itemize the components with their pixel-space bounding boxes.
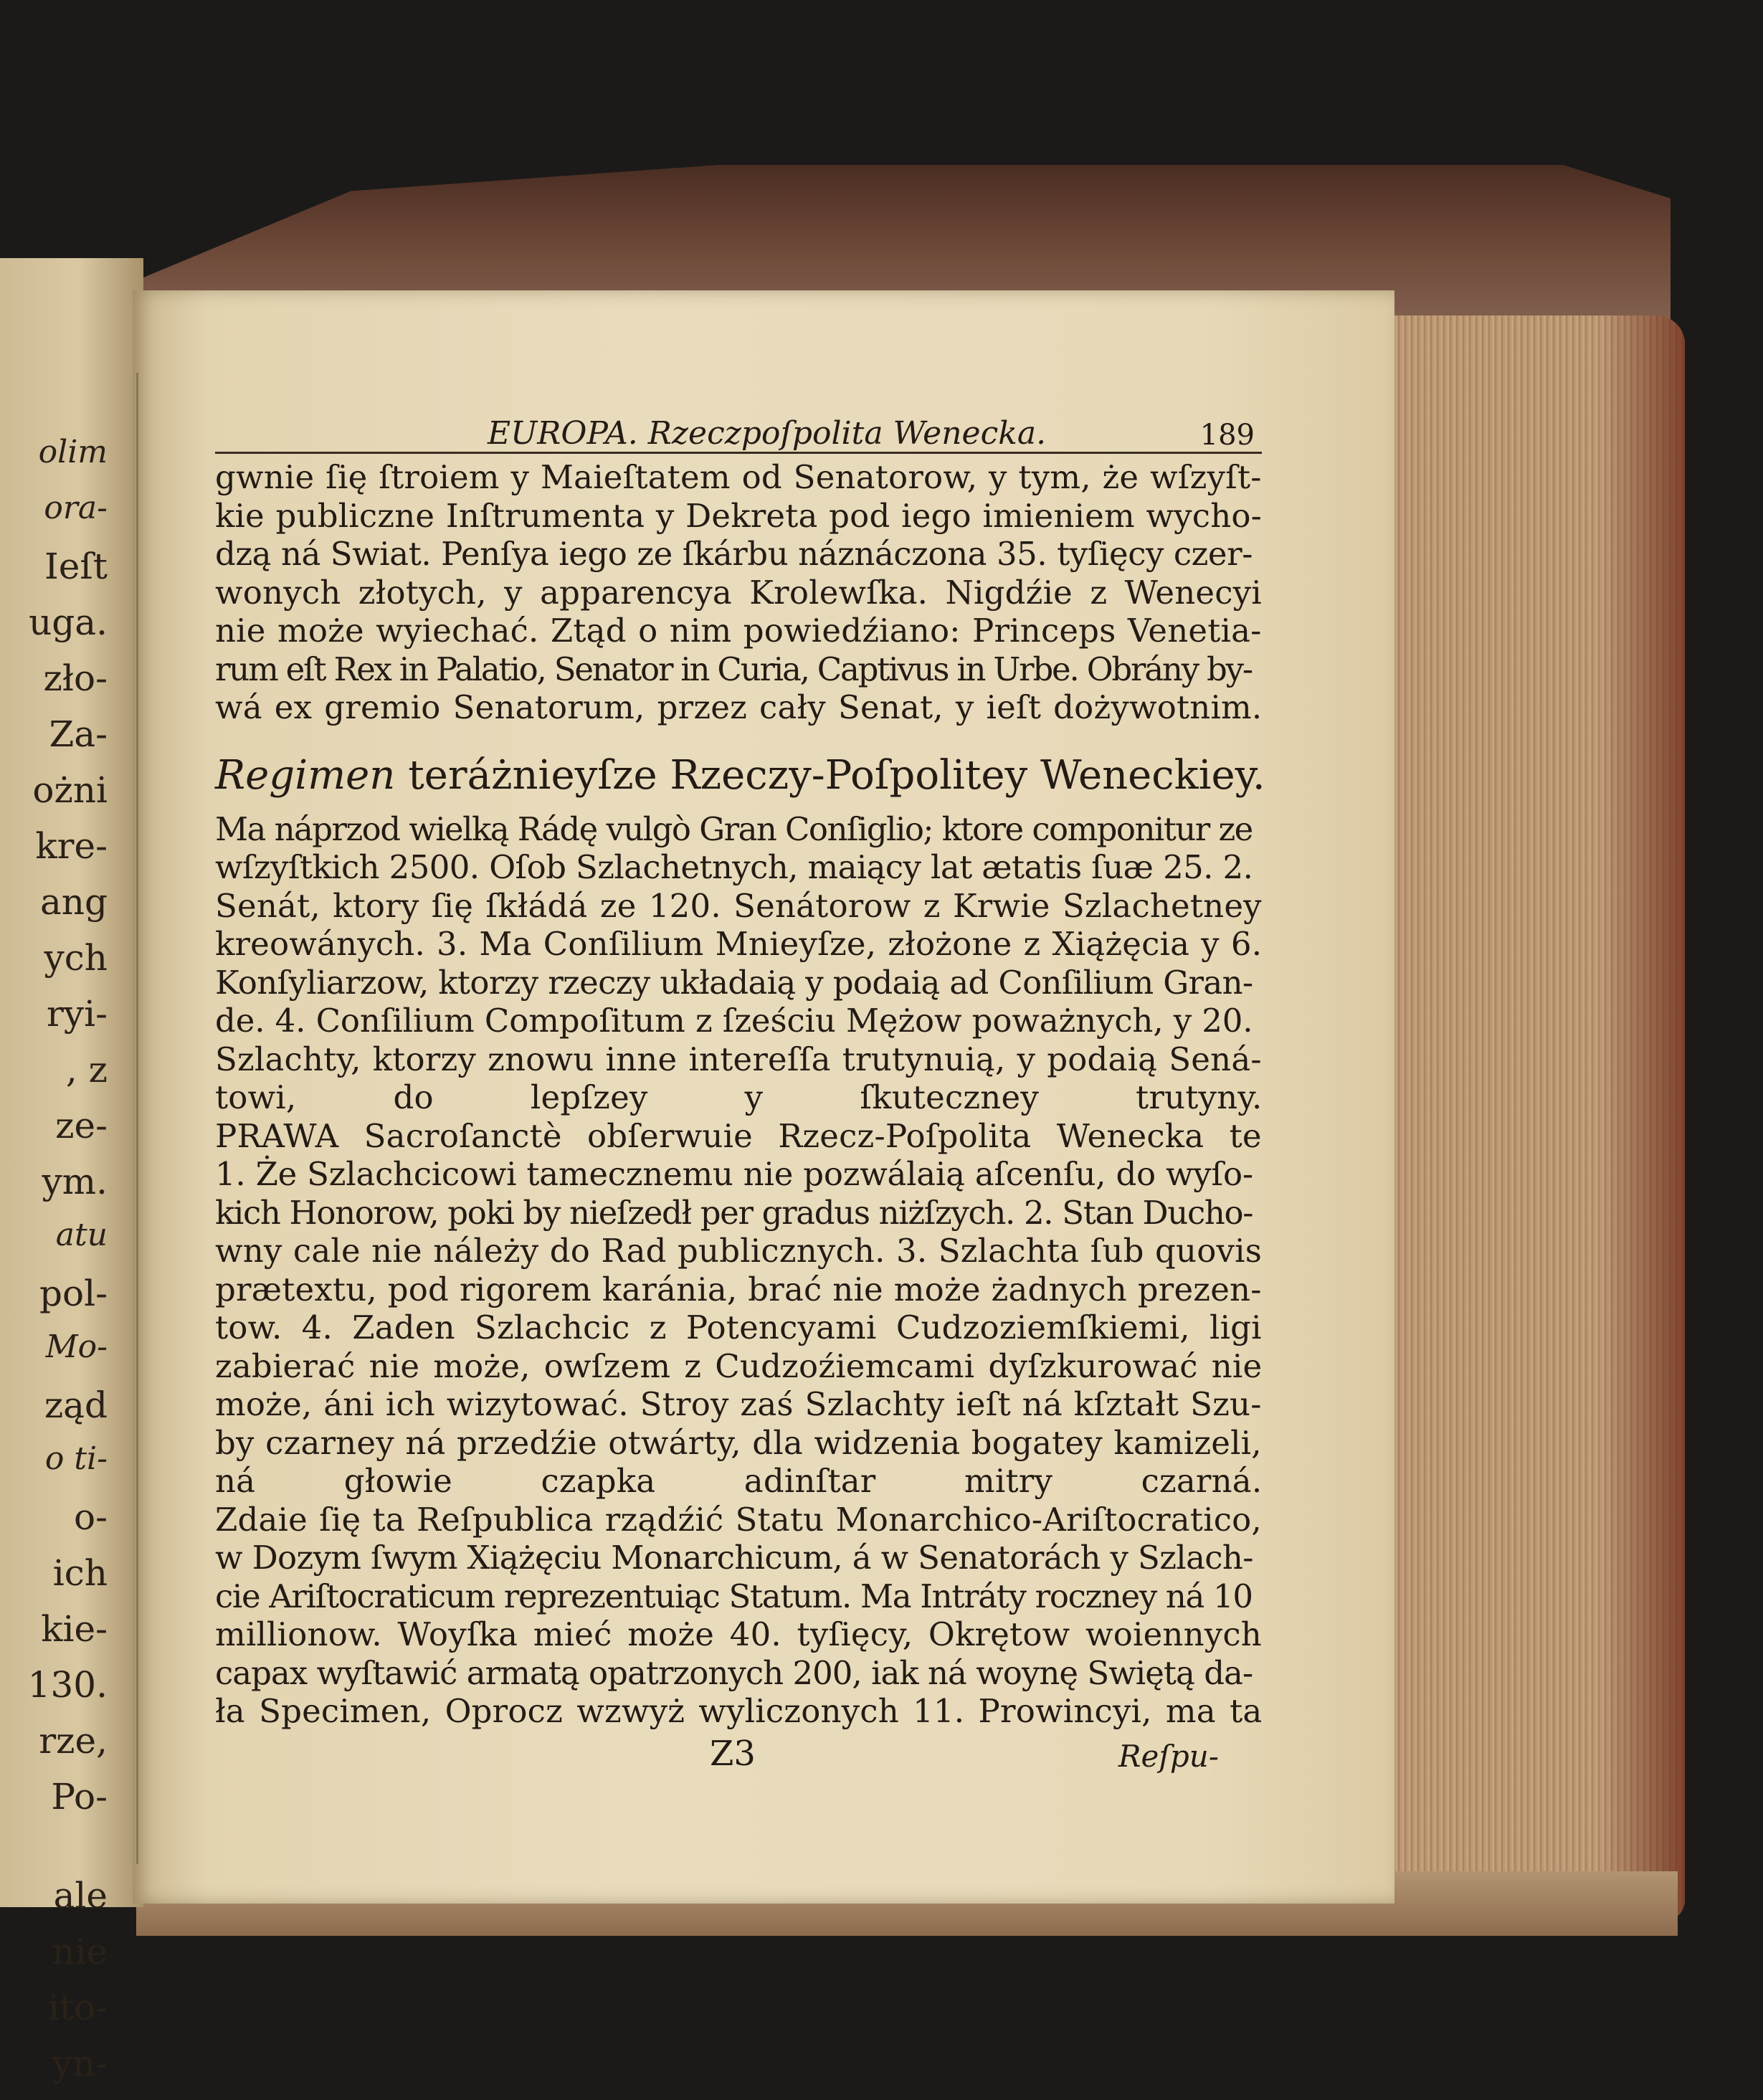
text-line: może, áni ich wizytować. Stroy zaś Szlachty ieſt ná kſztałt Szu- <box>215 1385 1262 1423</box>
text-line: 1. Że Szlachcicowi tamecznemu nie pozwálaią aſcenſu, do wyſo- <box>215 1155 1253 1193</box>
text-line: by czarney ná przedźie otwárty, dla widzenia bogatey kamizeli, <box>215 1423 1262 1462</box>
text-line: capax wyſtawić armatą opatrzonych 200, iak ná woynę Swiętą da- <box>215 1653 1253 1692</box>
text-line: millionow. Woyſka mieć może 40. tyſięcy, Okrętow woiennych <box>215 1615 1262 1653</box>
text-line: de. 4. Conſilium Compoſitum z ſześciu Mężow poważnych, y 20. <box>215 1002 1253 1040</box>
left-page-fragment: atu <box>55 1217 108 1253</box>
signature-mark: Z3 <box>710 1733 756 1774</box>
left-page-fragment: zło- <box>43 657 108 699</box>
left-page-fragment: yn- <box>52 2043 108 2084</box>
text-line: dzą ná Swiat. Penſya iego ze ſkárbu náznáczona 35. tyſięcy czer- <box>215 535 1253 573</box>
left-facing-page <box>0 258 143 2084</box>
left-page-fragment: Mo- <box>45 1329 108 1365</box>
text-line: Konſyliarzow, ktorzy rzeczy układaią y podaią ad Conſilium Gran- <box>215 963 1253 1002</box>
text-line: nie może wyiechać. Ztąd o nim powiedźiano: Princeps Venetia- <box>215 612 1262 650</box>
text-line: PRAWA Sacroſanctè obſerwuie Rzecz-Poſpolita Wenecka te <box>215 1116 1262 1155</box>
paragraph-2 <box>215 810 1262 1117</box>
text-line: rum eſt Rex in Palatio, Senator in Curia, Captivus in Urbe. Obrány by- <box>215 650 1252 688</box>
left-page-fragment: olim <box>38 434 108 470</box>
page-footer <box>215 1734 1262 1774</box>
left-page-fragment: pol- <box>39 1273 108 1314</box>
text-line: wny cale nie náleży do Rad publicznych. 3. Szlachta ſub quovis <box>215 1232 1263 1270</box>
text-line: wá ex gremio Senatorum, przez cały Senat, y ieſt dożywotnim. <box>215 688 1263 726</box>
gutter-shadow <box>136 373 138 1864</box>
text-line: kich Honorow, poki by nieſzedł per gradus niżſzych. 2. Stan Ducho- <box>215 1193 1253 1232</box>
left-page-fragment: uga. <box>29 602 108 643</box>
text-line: w Dozym ſwym Xiążęciu Monarchicum, á w Senatorách y Szlach- <box>215 1539 1253 1577</box>
left-page-fragment: rze, <box>39 1720 108 1762</box>
left-page-fragment: 130. <box>27 1664 108 1706</box>
header-rule <box>215 452 1262 454</box>
text-line: prætextu, pod rigorem karánia, brać nie może żadnych prezen- <box>215 1270 1262 1308</box>
running-head-title: EUROPA. Rzeczpoſpolita Wenecka. <box>488 415 1047 452</box>
left-page-fragment: ożni <box>32 769 108 811</box>
left-page-fragment: o ti- <box>44 1440 108 1477</box>
text-line: Zdaie ſię ta Reſpublica rządźić Statu Monarchico-Ariſtocratico, <box>215 1500 1262 1539</box>
left-page-fragment: ryi- <box>46 993 108 1035</box>
text-line: ná głowie czapka adinſtar mitry czarná. <box>215 1462 1263 1500</box>
text-line: tow. 4. Zaden Szlachcic z Potencyami Cudzoziemſkiemi, ligi <box>215 1308 1262 1346</box>
text-line: wonych złotych, y apparencya Krolewſka. Nigdźie z Wenecyi <box>215 573 1262 612</box>
paragraph-3 <box>215 1117 1262 1501</box>
text-line: ła Specimen, Oprocz wzwyż wyliczonych 11. Prowincyi, ma ta <box>215 1692 1263 1730</box>
left-page-fragment: ang <box>39 881 108 923</box>
text-line: Szlachty, ktorzy znowu inne intereſſa trutynuią, y podaią Sená- <box>215 1040 1262 1078</box>
left-page-fragment: kre- <box>35 825 108 867</box>
text-line: kreowánych. 3. Ma Conſilium Mnieyſze, złożone z Xiążęcia y 6. <box>215 925 1263 963</box>
paragraph-4 <box>215 1501 1262 1731</box>
section-heading-text: teráżnieyſze Rzeczy-Poſpolitey Weneckiey. <box>408 751 1265 799</box>
left-page-fragment: ząd <box>44 1384 108 1426</box>
left-page-fragment: o- <box>74 1496 108 1538</box>
left-page-fragment: ich <box>52 1552 108 1594</box>
book-fore-edge <box>1362 315 1685 1921</box>
text-line: zabierać nie może, owſzem z Cudzoźiemcami dyſzkurować nie <box>215 1346 1263 1385</box>
left-page-fragment: Ieſt <box>44 546 108 587</box>
section-heading <box>215 747 1265 804</box>
text-line: towi, do lepſzey y ſkuteczney trutyny. <box>215 1078 1263 1116</box>
left-page-fragment: nie <box>52 1931 108 1972</box>
page-text-block <box>215 402 1265 1774</box>
left-page-fragment: Po- <box>51 1776 108 1818</box>
left-page-fragment: ym. <box>42 1161 108 1202</box>
page-number: 189 <box>1199 419 1255 452</box>
left-page-fragment: ale <box>53 1875 108 1916</box>
left-page-fragment: kie- <box>41 1608 108 1650</box>
left-page-fragment: ito- <box>47 1987 108 2028</box>
left-page-fragment: ora- <box>44 490 108 526</box>
paragraph-1 <box>215 458 1262 727</box>
text-line: gwnie ſię ſtroiem y Maieſtatem od Senatorow, y tym, że wſzyſt- <box>215 458 1262 496</box>
text-line: Ma náprzod wielką Rádę vulgò Gran Conſiglio; ktore componitur ze <box>215 809 1253 848</box>
left-page-fragment: , z <box>65 1049 108 1091</box>
text-line: cie Ariſtocraticum reprezentuiąc Statum. Ma Intráty roczney ná 10 <box>215 1577 1253 1615</box>
section-heading-italic: Regimen <box>215 751 396 799</box>
left-page-fragment: ych <box>44 937 108 979</box>
left-page-fragment: ze- <box>55 1105 108 1146</box>
catchword: Reſpu- <box>1118 1738 1219 1774</box>
running-head <box>215 402 1262 452</box>
text-line: kie publiczne Inſtrumenta y Dekreta pod iego imieniem wycho- <box>215 496 1263 535</box>
left-page-fragment: Za- <box>49 713 108 755</box>
text-line: wſzyſtkich 2500. Oſob Szlachetnych, maiący lat ætatis ſuæ 25. 2. <box>215 848 1253 886</box>
text-line: Senát, ktory ſię ſkłádá ze 120. Senátorow z Krwie Szlachetney <box>215 886 1262 925</box>
